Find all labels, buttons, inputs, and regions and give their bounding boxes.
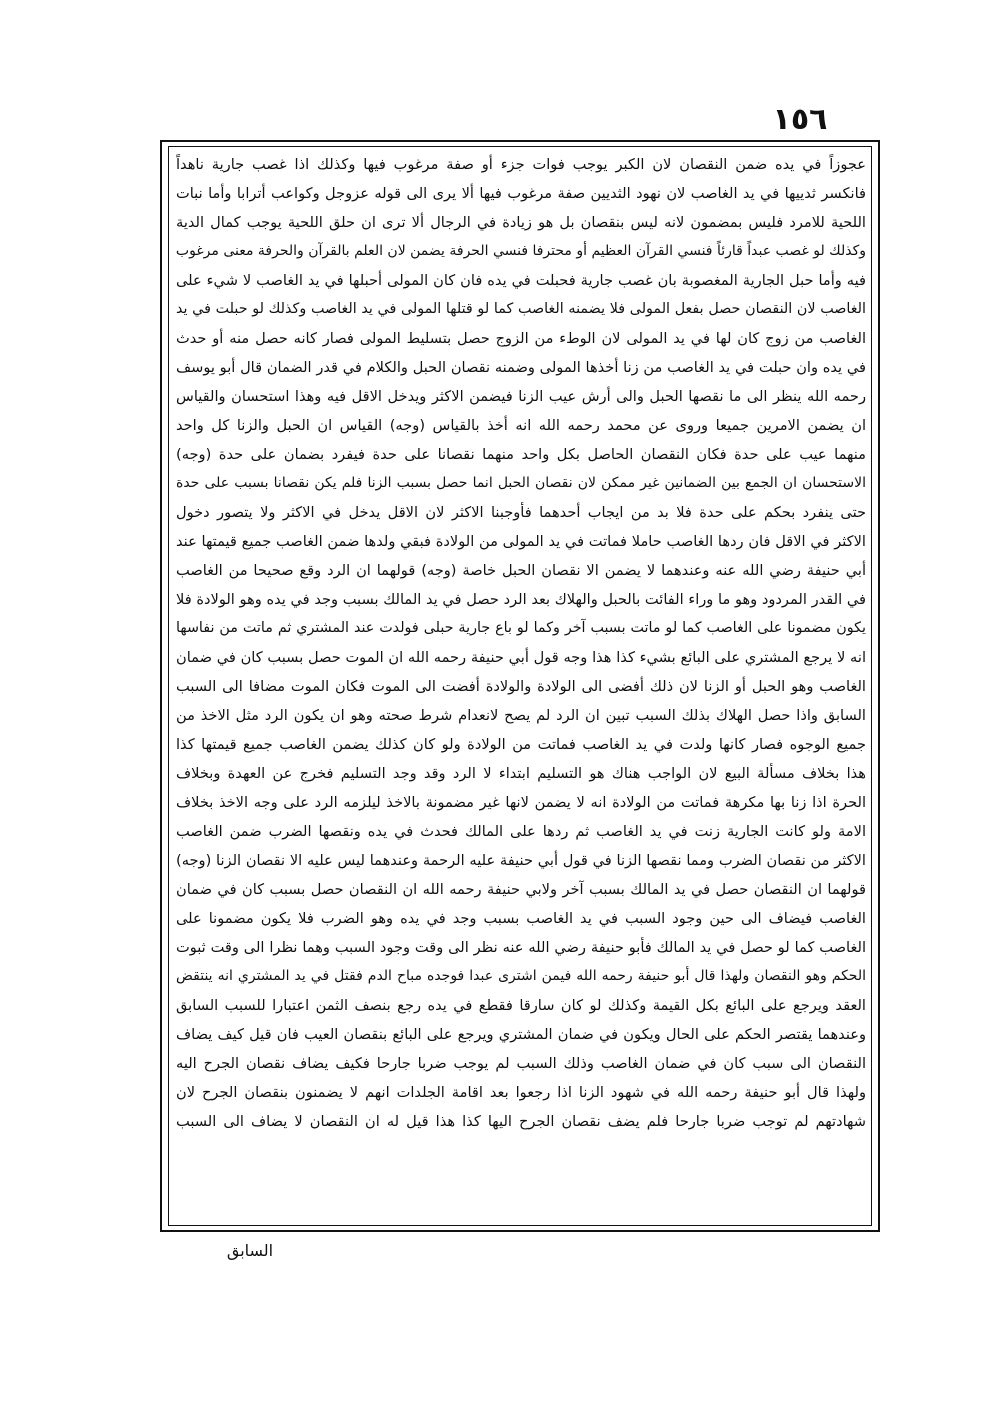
text-line: هذا بخلاف مسألة البيع لان الواجب هناك هو التسليم ابتداء لا الرد وقد وجد التسليم فخرج عن العهدة وبخلاف bbox=[176, 765, 866, 782]
text-line: وعندهما يقتصر الحكم على الحال ويكون في ضمان المشتري ويرجع على البائع بنقصان العيب فان قيل كيف يضاف bbox=[176, 1026, 866, 1043]
main-text-block bbox=[176, 150, 866, 1224]
text-line: ولهذا قال أبو حنيفة رحمه الله في شهود الزنا اذا رجعوا بعد اقامة الجلدات انهم لا يضمنون بنقصان الجرح لان bbox=[176, 1084, 866, 1101]
text-line: يكون مضمونا على الغاصب كما لو ماتت بسبب آخر وكما لو باع جارية حبلى فولدت عند المشتري ثم ماتت من نفاسها bbox=[176, 620, 866, 636]
text-line: منهما عيب على حدة فكان النقصان الحاصل بكل واحد منهما نقصانا على حدة فيفرد بضمان على حدة (وجه) bbox=[176, 446, 866, 463]
text-line: وكذلك لو غصب عبداً قارئاً فنسي القرآن العظيم أو محترفا فنسي الحرفة يضمن لان العلم بالقرآن والحرفة معنى مرغوب bbox=[176, 243, 866, 259]
text-line: الحرة اذا زنا بها مكرهة فماتت من الولادة انه لا يضمن لانها غير مضمونة بالاخذ ليلزمه الرد على وجه الاخذ بخلاف bbox=[176, 794, 866, 811]
text-line: الحكم وهو النقصان ولهذا قال أبو حنيفة رحمه الله فيمن اشترى عبدا فوجده مباح الدم فقتل في يد المشتري انه ينتقض bbox=[176, 968, 866, 984]
text-line: النقصان الى سبب كان في ضمان الغاصب وذلك السبب لم يوجب ضربا جارحا فكيف يضاف نقصان الجرح اليه bbox=[176, 1055, 866, 1072]
text-line: الغاصب وهو الحبل أو الزنا لان ذلك أفضى الى الولادة والولادة أفضت الى الموت فكان الموت مضافا الى السبب bbox=[176, 678, 866, 695]
text-line: الغاصب لان النقصان حصل بفعل المولى فلا يضمنه الغاصب كما لو قتلها المولى في يد الغاصب وكذلك لو حبلت في يد bbox=[176, 301, 866, 317]
text-line: جميع الوجوه فصار كانها ولدت في يد الغاصب فماتت من الولادة ولو كان كذلك يضمن الغاصب جميع قيمتها كذا bbox=[176, 736, 866, 753]
text-line: السابق واذا حصل الهلاك بذلك السبب تبين ان الرد لم يصح لانعدام شرط صحته وهو ان يكون الرد مثل الاخذ من bbox=[176, 707, 866, 724]
text-line: فانكسر ثدييها في يد الغاصب لان نهود الثديين صفة مرغوب فيها ألا يرى الى قوله عزوجل وكواعب أترابا وأما نبات bbox=[176, 185, 866, 202]
text-line: شهادتهم لم توجب ضربا جارحا فلم يضف نقصان الجرح اليها كذا هذا قيل له ان النقصان لا يضاف الى السبب bbox=[176, 1113, 866, 1130]
text-line: الاكثر من نقصان الضرب ومما نقصها الزنا في قول أبي حنيفة عليه الرحمة وعندهما ليس عليه الا نقصان الزنا (وجه) bbox=[176, 852, 866, 869]
text-line: رحمه الله ينظر الى ما نقصها الحبل والى أرش عيب الزنا فيضمن الاكثر ويدخل الاقل فيه وهذا استحسان والقياس bbox=[176, 388, 866, 405]
text-line: الغاصب كما لو حصل في يد المالك فأبو حنيفة رضي الله عنه نظر الى وقت وجود السبب وهما نظرا الى وقت ثبوت bbox=[176, 939, 866, 956]
text-line: في القدر المردود وهو ما وراء الفائت بالحبل والهلاك بعد الرد حصل في يد المالك بسبب وجد في يده وهو الولادة فلا bbox=[176, 591, 866, 608]
text-line: الامة ولو كانت الجارية زنت في يد الغاصب ثم ردها على المالك فحدث في يده ونقصها الضرب ضمن الغاصب bbox=[176, 823, 866, 840]
text-line: في يده وان حبلت في يد الغاصب من زنا أخذها المولى وضمنه نقصان الحبل والكلام في قدر الضمان قال أبو يوسف bbox=[176, 359, 866, 376]
text-line: ان يضمن الامرين جميعا وروى عن محمد رحمه الله انه أخذ بالقياس (وجه) القياس ان الحبل والزنا كل واحد bbox=[176, 417, 866, 434]
text-line: العقد ويرجع على البائع بكل القيمة وكذلك لو كان سارقا فقطع في يده رجع بنصف الثمن اعتبارا للسبب السابق bbox=[176, 997, 866, 1014]
text-line: الاكثر في الاقل فان ردها الغاصب حاملا فماتت في يد المولى من الولادة فبقي ولدها ضمن الغاصب جميع قيمتها عند bbox=[176, 533, 866, 550]
text-line: الغاصب فيضاف الى حين وجود السبب في يد الغاصب بسبب وجد في يده وهو الضرب فلا يكون مضمونا على bbox=[176, 910, 866, 927]
text-line: قولهما ان النقصان حصل في يد المالك بسبب آخر ولابي حنيفة رحمه الله ان النقصان حصل بسبب كان في ضمان bbox=[176, 881, 866, 898]
text-line: الاستحسان ان الجمع بين الضمانين غير ممكن لان نقصان الحبل انما حصل بسبب الزنا فلم يكن نقصانا بسبب على حدة bbox=[176, 475, 866, 491]
text-line: الغاصب من زوج كان لها في يد المولى لان الوطء من الزوج حصل بتسليط المولى فصار كانه حصل منه أو حدث bbox=[176, 330, 866, 347]
page-number: ١٥٦ bbox=[772, 102, 828, 137]
text-line: فيه وأما حبل الجارية المغصوبة بان غصب جارية فحبلت في يده فان كان المولى أحبلها في يد الغاصب لا شيء على bbox=[176, 272, 866, 289]
text-line: أبي حنيفة رضي الله عنه وعندهما لا يضمن الا نقصان الحبل خاصة (وجه) قولهما ان الرد وقع صحيحا من الغاصب bbox=[176, 562, 866, 579]
text-line: حتى ينفرد بحكم على حدة فلا بد من ايجاب أحدهما فأوجبنا الاكثر لان الاقل يدخل في الاكثر ولا يتصور دخول bbox=[176, 504, 866, 521]
catchword: السابق bbox=[226, 1241, 274, 1260]
text-line: عجوزاً في يده ضمن النقصان لان الكبر يوجب فوات جزء أو صفة مرغوب فيها وكذلك اذا غصب جارية ناهداً bbox=[176, 156, 866, 173]
text-line: اللحية للامرد فليس بمضمون لانه ليس بنقصان بل هو زيادة في الرجال ألا ترى ان حلق اللحية يوجب كمال الدية bbox=[176, 214, 866, 231]
text-line: انه لا يرجع المشتري على البائع بشيء كذا هذا وجه قول أبي حنيفة رحمه الله ان الموت حصل بسبب كان في ضمان bbox=[176, 649, 866, 666]
